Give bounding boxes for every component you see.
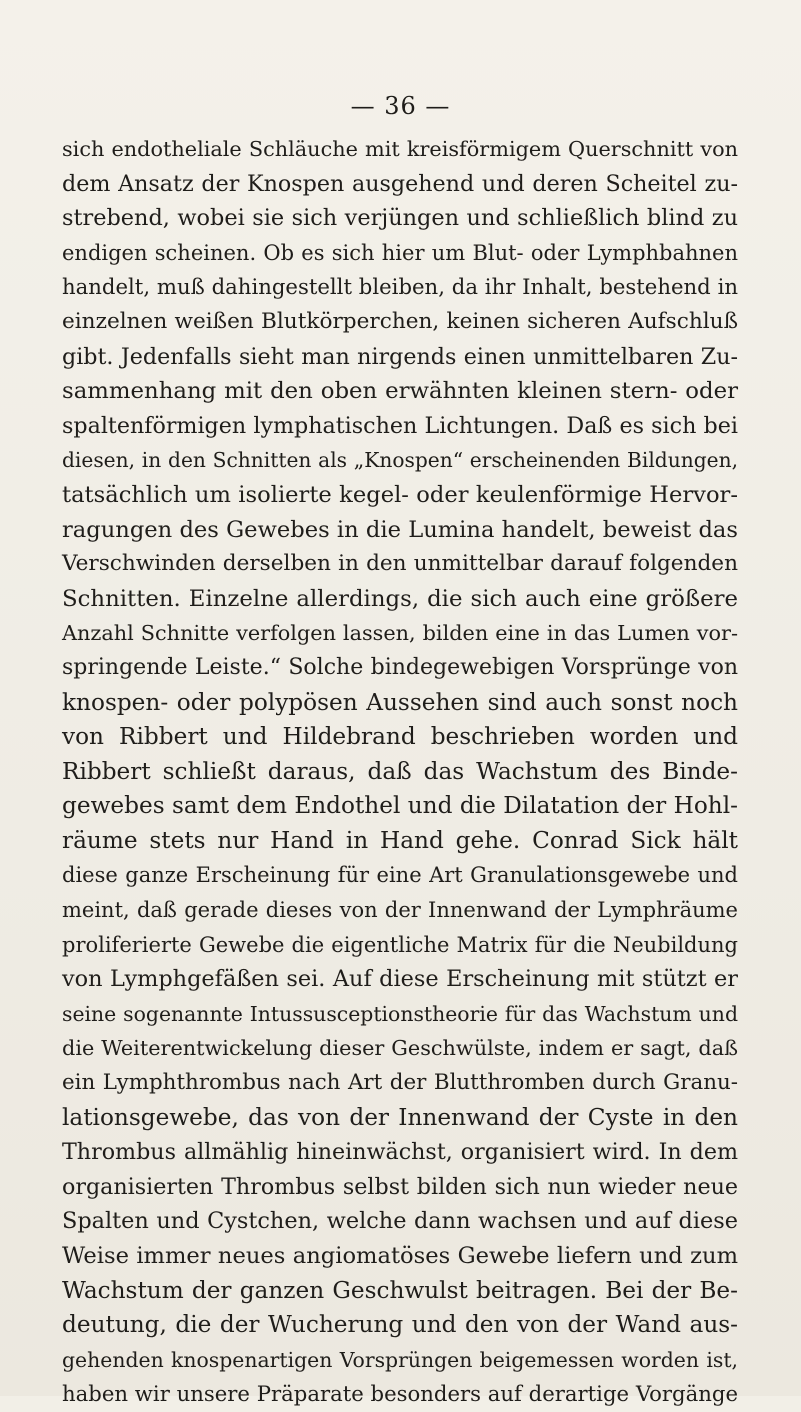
text-line: endigen scheinen. Ob es sich hier um Blut- oder Lymphbahnen [62, 240, 738, 265]
text-line: Anzahl Schnitte verfolgen lassen, bilden eine in das Lumen vor- [62, 621, 738, 646]
text-line: tatsächlich um isolierte kegel- oder keulenförmige Hervor- [62, 481, 738, 508]
text-line: gewebes samt dem Endothel und die Dilatation der Hohl- [62, 792, 738, 820]
body-text [62, 132, 738, 1412]
text-line: gehenden knospenartigen Vorsprüngen beigemessen worden ist, [62, 1347, 738, 1372]
text-line: handelt, muß dahingestellt bleiben, da ihr Inhalt, bestehend in [62, 274, 738, 300]
text-line: meint, daß gerade dieses von der Innenwand der Lymphräume [62, 898, 738, 923]
text-line: proliferierte Gewebe die eigentliche Matrix für die Neubildung [62, 932, 738, 957]
text-line: sich endotheliale Schläuche mit kreisförmigem Querschnitt von [62, 137, 738, 161]
text-line: Schnitten. Einzelne allerdings, die sich auch eine größere [62, 585, 738, 612]
text-line: von Ribbert und Hildebrand beschrieben worden und [62, 723, 738, 751]
text-line: sammenhang mit den oben erwähnten kleinen stern- oder [62, 378, 738, 405]
text-line: dem Ansatz der Knospen ausgehend und deren Scheitel zu- [62, 170, 738, 197]
text-line: Weise immer neues angiomatöses Gewebe liefern und zum [62, 1243, 738, 1269]
text-line: springende Leiste.“ Solche bindegewebigen Vorsprünge von [62, 654, 738, 680]
page-number: — 36 — [350, 92, 451, 120]
text-line: lationsgewebe, das von der Innenwand der Cyste in den [62, 1103, 738, 1131]
text-line: gibt. Jedenfalls sieht man nirgends einen unmittelbaren Zu- [62, 343, 738, 370]
text-line: Spalten und Cystchen, welche dann wachsen und auf diese [62, 1208, 738, 1235]
text-line: strebend, wobei sie sich verjüngen und schließlich blind zu [62, 205, 738, 232]
text-line: diese ganze Erscheinung für eine Art Granulationsgewebe und [62, 863, 738, 888]
text-line: Verschwinden derselben in den unmittelbar darauf folgenden [62, 551, 738, 577]
text-line: diesen, in den Schnitten als „Knospen“ erscheinenden Bildungen, [62, 448, 738, 473]
text-line: haben wir unsere Präparate besonders auf derartige Vorgänge [62, 1381, 738, 1407]
text-line: von Lymphgefäßen sei. Auf diese Erscheinung mit stützt er [62, 966, 738, 993]
text-line: organisierten Thrombus selbst bilden sich nun wieder neue [62, 1173, 738, 1200]
text-line: Thrombus allmählig hineinwächst, organisiert wird. In dem [62, 1139, 738, 1166]
text-line: die Weiterentwickelung dieser Geschwülste, indem er sagt, daß [62, 1036, 738, 1061]
text-line: Wachstum der ganzen Geschwulst beitragen. Bei der Be- [62, 1276, 738, 1304]
text-line: deutung, die der Wucherung und den von der Wand aus- [62, 1311, 738, 1339]
text-line: ragungen des Gewebes in die Lumina handelt, beweist das [62, 516, 738, 543]
text-line: seine sogenannte Intussusceptionstheorie für das Wachstum und [62, 1001, 738, 1026]
text-line: Ribbert schließt daraus, daß das Wachstum des Binde- [62, 757, 738, 785]
text-line: spaltenförmigen lymphatischen Lichtungen. Daß es sich bei [62, 412, 738, 439]
text-line: knospen- oder polypösen Aussehen sind auch sonst noch [62, 688, 738, 716]
text-line: einzelnen weißen Blutkörperchen, keinen sicheren Aufschluß [62, 308, 738, 334]
text-line: ein Lymphthrombus nach Art der Blutthromben durch Granu- [62, 1070, 738, 1096]
text-line: räume stets nur Hand in Hand gehe. Conrad Sick hält [62, 826, 738, 854]
